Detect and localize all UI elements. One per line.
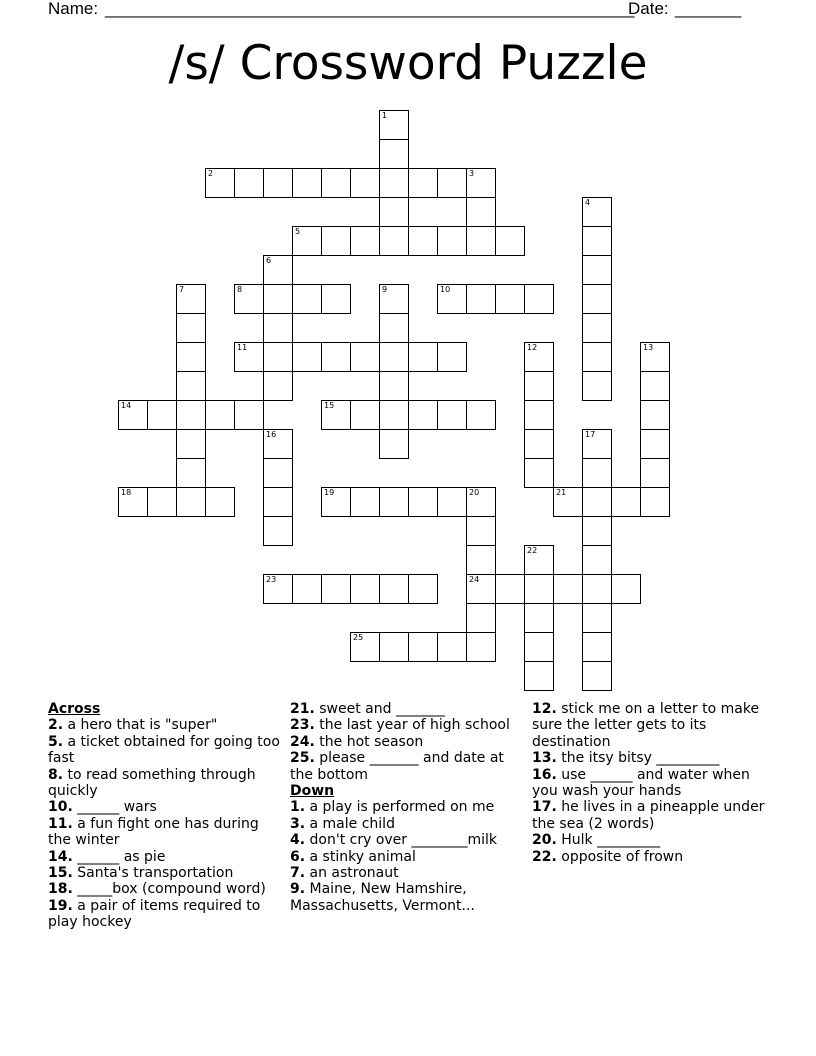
clue-text: a hero that is "super": [67, 717, 218, 734]
grid-cell[interactable]: [350, 400, 380, 430]
clue-number: 22.: [532, 848, 557, 865]
clue-number: 3.: [290, 815, 306, 832]
clue-text: use ______ and water when you wash your hands: [532, 766, 750, 800]
grid-cell[interactable]: [350, 168, 380, 198]
grid-cell[interactable]: [466, 487, 496, 517]
clue-item: [290, 717, 525, 733]
grid-cell[interactable]: [582, 661, 612, 691]
grid-cell[interactable]: [379, 284, 409, 314]
date-field[interactable]: _______: [675, 0, 742, 18]
clue-number: 24.: [290, 733, 315, 750]
clue-text: an astronaut: [309, 865, 399, 882]
grid-cell[interactable]: [147, 400, 177, 430]
clue-number: 5: [295, 227, 301, 236]
clue-item: [290, 832, 525, 848]
grid-cell[interactable]: [263, 255, 293, 285]
clue-item: [48, 865, 283, 881]
grid-cell[interactable]: [350, 574, 380, 604]
clue-number: 22: [527, 546, 538, 555]
clue-item: [290, 750, 525, 783]
grid-cell[interactable]: [582, 429, 612, 459]
grid-cell[interactable]: [379, 226, 409, 256]
clue-text: a male child: [309, 815, 395, 832]
clue-number: 7.: [290, 865, 306, 882]
clue-text: a pair of items required to play hockey: [48, 897, 261, 931]
grid-cell[interactable]: [582, 545, 612, 575]
grid-cell[interactable]: [263, 516, 293, 546]
grid-cell[interactable]: [524, 284, 554, 314]
grid-cell[interactable]: [379, 574, 409, 604]
grid-cell[interactable]: [582, 197, 612, 227]
grid-cell[interactable]: [118, 400, 148, 430]
grid-cell[interactable]: [466, 603, 496, 633]
grid-cell[interactable]: [292, 168, 322, 198]
clue-number: 7: [179, 285, 185, 294]
grid-cell[interactable]: [350, 487, 380, 517]
clue-text: Santa's transportation: [77, 865, 234, 882]
clue-number: 2.: [48, 717, 64, 734]
grid-cell[interactable]: [582, 574, 612, 604]
grid-cell[interactable]: [379, 429, 409, 459]
clue-text: the hot season: [319, 733, 424, 750]
grid-cell[interactable]: [524, 661, 554, 691]
clue-text: don't cry over ________milk: [309, 832, 498, 849]
grid-cell[interactable]: [582, 487, 612, 517]
clue-number: 13: [643, 343, 654, 352]
clue-item: [48, 881, 283, 897]
grid-cell[interactable]: [524, 400, 554, 430]
grid-cell[interactable]: [640, 371, 670, 401]
clue-item: [290, 734, 525, 750]
clue-number: 8.: [48, 766, 64, 783]
grid-cell[interactable]: [118, 487, 148, 517]
grid-cell[interactable]: [582, 603, 612, 633]
clue-number: 17.: [532, 799, 557, 816]
grid-cell[interactable]: [350, 632, 380, 662]
grid-cell[interactable]: [292, 226, 322, 256]
name-label: Name:: [48, 0, 99, 18]
grid-cell[interactable]: [321, 342, 351, 372]
clue-text: sweet and _______: [319, 701, 445, 717]
grid-cell[interactable]: [466, 284, 496, 314]
grid-cell[interactable]: [176, 458, 206, 488]
grid-cell[interactable]: [524, 545, 554, 575]
grid-cell[interactable]: [263, 284, 293, 314]
grid-cell[interactable]: [147, 487, 177, 517]
grid-cell[interactable]: [524, 458, 554, 488]
clue-item: [532, 849, 767, 865]
clue-number: 18.: [48, 881, 73, 898]
grid-cell[interactable]: [408, 168, 438, 198]
grid-cell[interactable]: [321, 168, 351, 198]
grid-cell[interactable]: [611, 574, 641, 604]
clue-number: 25.: [290, 750, 315, 767]
grid-cell[interactable]: [582, 632, 612, 662]
grid-cell[interactable]: [263, 487, 293, 517]
grid-cell[interactable]: [379, 342, 409, 372]
grid-cell[interactable]: [292, 342, 322, 372]
clue-text: a stinky animal: [309, 848, 416, 865]
clue-number: 5.: [48, 733, 64, 750]
clue-item: [290, 881, 525, 914]
clue-number: 2: [208, 169, 214, 178]
clue-text: ______ wars: [77, 799, 157, 816]
clue-number: 25: [353, 633, 364, 642]
grid-cell[interactable]: [640, 458, 670, 488]
grid-cell[interactable]: [524, 429, 554, 459]
grid-cell[interactable]: [582, 342, 612, 372]
grid-cell[interactable]: [379, 110, 409, 140]
clue-text: please _______ and date at the bottom: [290, 750, 504, 783]
clue-number: 13.: [532, 750, 557, 767]
clue-text: stick me on a letter to make sure the letter gets to its destination: [532, 701, 760, 750]
grid-cell[interactable]: [582, 284, 612, 314]
clue-number: 11: [237, 343, 248, 352]
clue-text: a ticket obtained for going too fast: [48, 733, 280, 767]
grid-cell[interactable]: [263, 313, 293, 343]
date-label: Date:: [628, 0, 669, 18]
grid-cell[interactable]: [176, 284, 206, 314]
name-field[interactable]: ________________________________________________________: [105, 0, 635, 18]
grid-cell[interactable]: [466, 545, 496, 575]
grid-cell[interactable]: [408, 574, 438, 604]
grid-cell[interactable]: [640, 429, 670, 459]
clue-item: [48, 767, 283, 800]
across-heading: Across: [48, 701, 101, 717]
grid-cell[interactable]: [640, 400, 670, 430]
grid-cell[interactable]: [553, 574, 583, 604]
clue-text: Maine, New Hamshire, Massachusetts, Vermont...: [290, 881, 475, 914]
grid-cell[interactable]: [466, 516, 496, 546]
clue-number: 1.: [290, 799, 306, 816]
grid-cell[interactable]: [553, 487, 583, 517]
grid-cell[interactable]: [263, 429, 293, 459]
grid-cell[interactable]: [582, 255, 612, 285]
grid-cell[interactable]: [524, 632, 554, 662]
clue-number: 16: [266, 430, 277, 439]
grid-cell[interactable]: [408, 400, 438, 430]
grid-cell[interactable]: [379, 168, 409, 198]
clue-item: [532, 767, 767, 800]
clue-number: 20: [469, 488, 480, 497]
clue-number: 14: [121, 401, 132, 410]
clue-item: [48, 717, 283, 733]
clue-text: the itsy bitsy _________: [561, 750, 720, 767]
clue-item: [290, 865, 525, 881]
grid-cell[interactable]: [379, 313, 409, 343]
clue-number: 4: [585, 198, 591, 207]
grid-cell[interactable]: [437, 342, 467, 372]
grid-cell[interactable]: [379, 632, 409, 662]
grid-cell[interactable]: [466, 168, 496, 198]
grid-cell[interactable]: [205, 400, 235, 430]
grid-cell[interactable]: [408, 487, 438, 517]
grid-cell[interactable]: [205, 168, 235, 198]
grid-cell[interactable]: [205, 487, 235, 517]
grid-cell[interactable]: [437, 487, 467, 517]
clue-number: 10: [440, 285, 451, 294]
grid-cell[interactable]: [524, 342, 554, 372]
down-heading: Down: [290, 783, 335, 800]
grid-cell[interactable]: [379, 139, 409, 169]
grid-cell[interactable]: [263, 371, 293, 401]
clue-number: 9.: [290, 881, 306, 898]
clue-number: 6: [266, 256, 272, 265]
clue-item: [48, 816, 283, 849]
clue-text: opposite of frown: [561, 848, 684, 865]
clue-number: 15.: [48, 865, 73, 882]
clue-number: 8: [237, 285, 243, 294]
clue-number: 24: [469, 575, 480, 584]
grid-cell[interactable]: [321, 284, 351, 314]
grid-cell[interactable]: [263, 458, 293, 488]
clue-text: a fun fight one has during the winter: [48, 815, 259, 849]
grid-cell[interactable]: [437, 284, 467, 314]
clue-text: to read something through quickly: [48, 766, 256, 800]
clue-number: 20.: [532, 832, 557, 849]
grid-cell[interactable]: [321, 487, 351, 517]
clue-number: 1: [382, 111, 388, 120]
grid-cell[interactable]: [582, 313, 612, 343]
clue-text: a play is performed on me: [309, 799, 495, 816]
clue-number: 11.: [48, 815, 73, 832]
grid-cell[interactable]: [640, 487, 670, 517]
clue-text: he lives in a pineapple under the sea (2 words): [532, 799, 765, 832]
grid-cell[interactable]: [176, 342, 206, 372]
grid-cell[interactable]: [321, 574, 351, 604]
clue-number: 14.: [48, 848, 73, 865]
clue-number: 19: [324, 488, 335, 497]
clue-number: 18: [121, 488, 132, 497]
clue-text: ______ as pie: [77, 848, 166, 865]
clue-number: 6.: [290, 848, 306, 865]
grid-cell[interactable]: [437, 400, 467, 430]
clue-text: _____box (compound word): [77, 881, 266, 898]
clue-item: [48, 849, 283, 865]
clue-number: 19.: [48, 897, 73, 914]
clue-number: 23: [266, 575, 277, 584]
clue-item: [48, 898, 283, 931]
grid-cell[interactable]: [379, 400, 409, 430]
clue-number: 23.: [290, 717, 315, 734]
clues-column-3: [532, 701, 767, 865]
grid-cell[interactable]: [234, 168, 264, 198]
grid-cell[interactable]: [495, 284, 525, 314]
clue-item: [48, 734, 283, 767]
clue-number: 16.: [532, 766, 557, 783]
grid-cell[interactable]: [292, 284, 322, 314]
grid-cell[interactable]: [524, 371, 554, 401]
grid-cell[interactable]: [408, 342, 438, 372]
clue-number: 21.: [290, 701, 315, 717]
page-title: /s/ Crossword Puzzle: [168, 36, 648, 91]
grid-cell[interactable]: [466, 400, 496, 430]
clue-item: [290, 701, 525, 717]
grid-cell[interactable]: [466, 574, 496, 604]
grid-cell[interactable]: [350, 226, 380, 256]
grid-cell[interactable]: [582, 516, 612, 546]
grid-cell[interactable]: [466, 226, 496, 256]
clue-number: 10.: [48, 799, 73, 816]
grid-cell[interactable]: [263, 574, 293, 604]
clue-number: 3: [469, 169, 475, 178]
clue-item: [290, 816, 525, 832]
grid-cell[interactable]: [234, 342, 264, 372]
clue-number: 21: [556, 488, 567, 497]
clue-number: 15: [324, 401, 335, 410]
grid-cell[interactable]: [379, 197, 409, 227]
clue-text: the last year of high school: [319, 717, 510, 734]
grid-cell[interactable]: [263, 168, 293, 198]
grid-cell[interactable]: [321, 226, 351, 256]
grid-cell[interactable]: [437, 632, 467, 662]
grid-cell[interactable]: [640, 342, 670, 372]
grid-cell[interactable]: [176, 313, 206, 343]
clues-column-2: [290, 701, 525, 914]
clue-number: 12: [527, 343, 538, 352]
grid-cell[interactable]: [437, 226, 467, 256]
grid-cell[interactable]: [321, 400, 351, 430]
clue-text: Hulk _________: [561, 832, 661, 849]
grid-cell[interactable]: [263, 342, 293, 372]
grid-cell[interactable]: [466, 197, 496, 227]
grid-cell[interactable]: [234, 284, 264, 314]
clue-number: 17: [585, 430, 596, 439]
clue-number: 12.: [532, 701, 557, 717]
grid-cell[interactable]: [524, 603, 554, 633]
grid-cell[interactable]: [176, 429, 206, 459]
grid-cell[interactable]: [582, 226, 612, 256]
grid-cell[interactable]: [176, 487, 206, 517]
grid-cell[interactable]: [611, 487, 641, 517]
grid-cell[interactable]: [379, 371, 409, 401]
clue-item: [532, 750, 767, 766]
clue-item: [48, 799, 283, 815]
grid-cell[interactable]: [408, 632, 438, 662]
clues-column-1: [48, 701, 283, 931]
grid-cell[interactable]: [379, 487, 409, 517]
grid-cell[interactable]: [466, 632, 496, 662]
grid-cell[interactable]: [524, 574, 554, 604]
grid-cell[interactable]: [495, 226, 525, 256]
grid-cell[interactable]: [408, 226, 438, 256]
grid-cell[interactable]: [350, 342, 380, 372]
clue-item: [532, 701, 767, 750]
grid-cell[interactable]: [495, 574, 525, 604]
grid-cell[interactable]: [234, 400, 264, 430]
clue-item: [290, 799, 525, 815]
clue-item: [532, 832, 767, 848]
grid-cell[interactable]: [292, 574, 322, 604]
clue-number: 4.: [290, 832, 306, 849]
grid-cell[interactable]: [582, 458, 612, 488]
grid-cell[interactable]: [176, 400, 206, 430]
clue-item: [290, 849, 525, 865]
grid-cell[interactable]: [582, 371, 612, 401]
clue-number: 9: [382, 285, 388, 294]
grid-cell[interactable]: [176, 371, 206, 401]
grid-cell[interactable]: [437, 168, 467, 198]
clue-item: [532, 799, 767, 832]
